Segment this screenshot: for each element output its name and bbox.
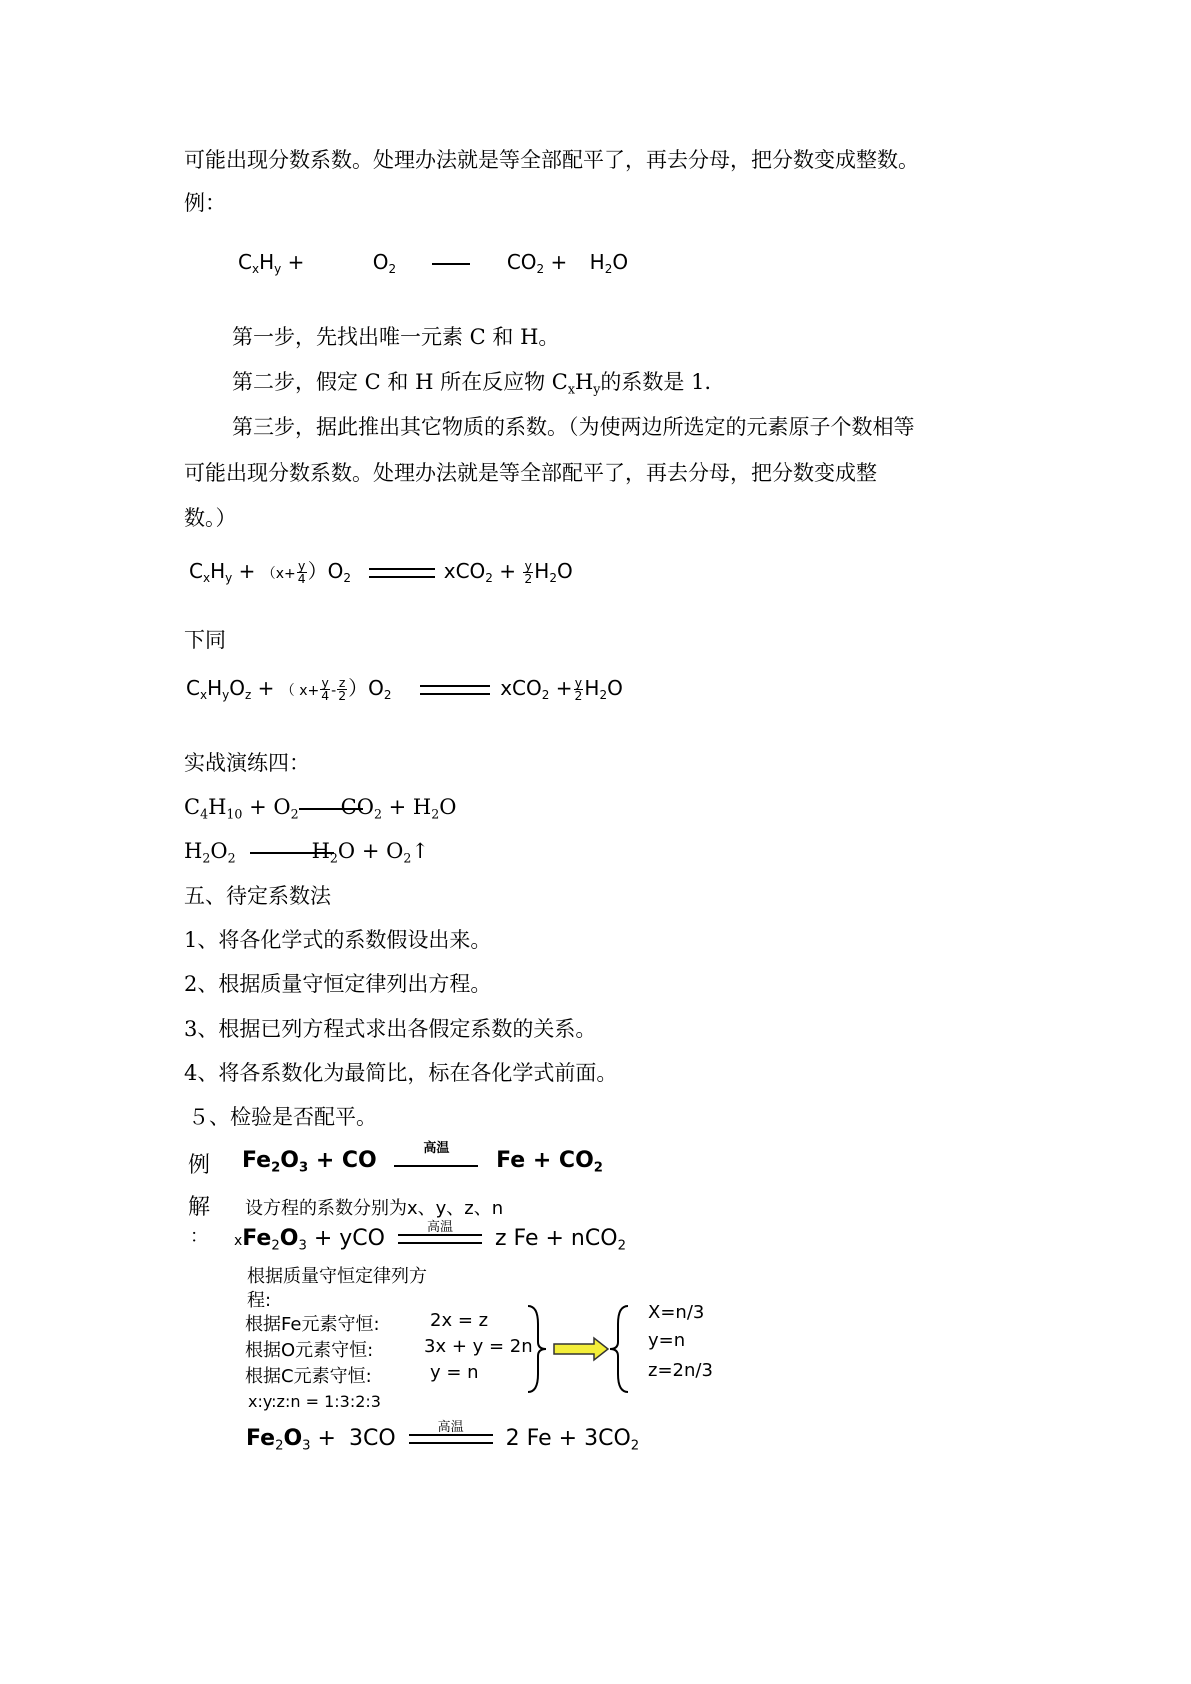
solution-x: X=n/3 <box>648 1302 705 1323</box>
fe-conservation: 根据Fe元素守恒: <box>245 1314 380 1335</box>
section-five-heading: 五、待定系数法 <box>184 884 331 908</box>
ratio-text: x:y:z:n = 1:3:2:3 <box>248 1392 381 1411</box>
paragraph-fraction-note: 可能出现分数系数。处理办法就是等全部配平了，再去分母，把分数变成整数。 <box>184 148 919 172</box>
method-step-4: 4、将各系数化为最简比，标在各化学式前面。 <box>184 1061 618 1085</box>
right-brace-icon <box>528 1306 546 1392</box>
method-step-5: ５、检验是否配平。 <box>188 1105 377 1129</box>
method-step-3: 3、根据已列方程式求出各假定系数的关系。 <box>184 1017 597 1041</box>
o-conservation-equation: 3x + y = 2n <box>424 1336 533 1357</box>
o-conservation: 根据O元素守恒: <box>245 1340 374 1361</box>
solution-colon: ： <box>190 1226 208 1247</box>
yellow-arrow-icon <box>554 1338 608 1360</box>
c-conservation: 根据C元素守恒: <box>245 1366 372 1387</box>
c-conservation-equation: y = n <box>430 1362 479 1383</box>
balanced-equation: $Fe_2O_3 + 3CO$ 高温 2 $Fe + 3CO_2$ <box>246 1420 640 1454</box>
up-arrow-icon: ↑ <box>411 839 429 863</box>
left-brace-icon <box>610 1306 628 1392</box>
example-label: 例： <box>184 191 226 215</box>
fe-example-label: 例 <box>188 1153 211 1178</box>
fe-conservation-equation: 2x = z <box>430 1310 489 1331</box>
solution-z: z=2n/3 <box>648 1360 713 1381</box>
practice-heading: 实战演练四： <box>184 751 310 775</box>
coefficient-equation: $xFe_2O_3$ + yCO 高温 z Fe + nCO$_2$ <box>234 1220 626 1254</box>
fe-example-equation: $Fe_2O_3$ + CO 高温 $Fe + CO_2$ <box>242 1141 603 1176</box>
method-step-1: 1、将各化学式的系数假设出来。 <box>184 928 492 952</box>
example-equation: $C_xH_y + O_2$ $CO_2 + H_2O$ <box>238 250 629 277</box>
set-coefficients-text: 设方程的系数分别为x、y、z、n <box>245 1198 504 1219</box>
practice-equation-peroxide: $H_2O_2$ $H_2O$ + $O_2↑$ <box>184 839 429 866</box>
hydrocarbon-equation: $C_xH_y + (x+$ $\frac{y}{4}$ ）$O_2$ xCO$_2$ + $\frac{y}{2}$ $H_2O$ <box>189 558 573 586</box>
mass-conservation-line2: 程: <box>247 1290 272 1311</box>
step-three-line2: 可能出现分数系数。处理办法就是等全部配平了，再去分母，把分数变成整 <box>184 461 877 485</box>
step-one: 第一步，先找出唯一元素 C 和 H。 <box>232 325 560 349</box>
mass-conservation-line1: 根据质量守恒定律列方 <box>247 1266 427 1287</box>
step-three-line3: 数。） <box>184 506 237 530</box>
oxygenated-equation: $C_xH_yO_z$ + （ x+ $\frac{y}{4}$ - $\frac{z}{2}$ ）$O_2$ xCO$_2$ + $\frac{y}{2}$ $H_2O$ <box>186 675 623 703</box>
brace-arrow-group <box>520 1302 740 1396</box>
step-three-line1: 第三步，据此推出其它物质的系数。（为使两边所选定的元素原子个数相等 <box>232 415 915 439</box>
solution-label: 解 <box>188 1195 211 1220</box>
same-below: 下同 <box>184 628 226 652</box>
method-step-2: 2、根据质量守恒定律列出方程。 <box>184 972 492 996</box>
practice-equation-butane: $C_4H_{10} + O_2$ $CO_2 + H_2O$ <box>184 795 457 822</box>
step-two: 第二步，假定 C 和 H 所在反应物 $C_xH_y$的系数是 1. <box>232 370 712 397</box>
solution-y: y=n <box>648 1330 686 1351</box>
